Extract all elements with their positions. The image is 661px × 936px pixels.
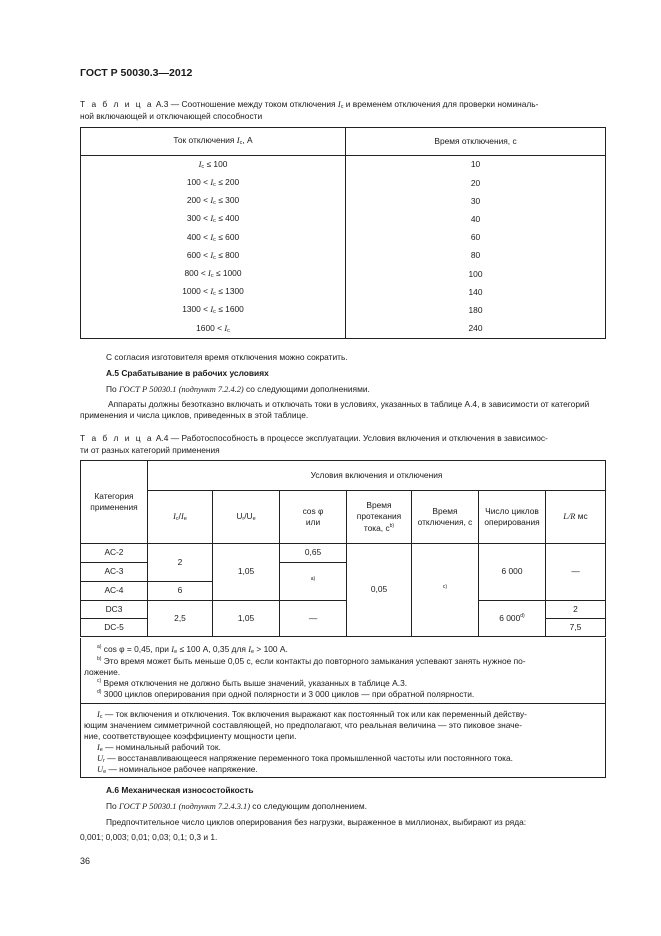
break-time: 180 <box>346 302 606 320</box>
lr-ac: — <box>546 544 606 601</box>
cos-ac2: 0,65 <box>280 544 347 563</box>
table-a4 <box>80 460 606 637</box>
ic-ac4: 6 <box>148 582 213 601</box>
page-number: 36 <box>80 856 91 866</box>
header-time: Время отключения, с <box>346 128 606 156</box>
symbol-i: I <box>337 100 341 109</box>
cos-dc: — <box>280 601 347 637</box>
duration-value: 0,05 <box>347 544 412 637</box>
header-current: Ток отключения Ic, А <box>81 128 346 156</box>
def-ic: Ic — ток включения и отключения. Ток включения выражают как постоянный ток или как переменный действу- <box>97 709 527 720</box>
cos-ac34-note: a) <box>280 563 347 601</box>
definitions-box <box>80 703 606 778</box>
current-range: 100 < Ic ≤ 200 <box>81 174 346 192</box>
table-a4-caption: Т а б л и ц а А.4 — Работоспособность в процессе эксплуатации. Условия включения и отключения в зависимос- <box>80 433 548 443</box>
table-row <box>81 229 606 247</box>
lr-dc5: 7,5 <box>546 619 606 637</box>
def-ic-3: ние, соответствующее коэффициенту мощности цепи. <box>84 731 297 741</box>
section-a6-ref: По ГОСТ Р 50030.1 (подпункт 7.2.4.3.1) со следующим дополнением. <box>106 801 367 811</box>
def-ue: Ue — номинальное рабочее напряжение. <box>97 764 258 775</box>
current-range: 600 < Ic ≤ 800 <box>81 247 346 265</box>
footnote-a: $^{a)}$ cos φ = 0,45, при Ie ≤ 100 А, 0,35 для Ie > 100 А. <box>97 644 288 655</box>
caption-text-2: и временем отключения для проверки номиналь- <box>343 99 539 109</box>
table-row <box>81 211 606 229</box>
break-time: 20 <box>346 174 606 192</box>
ur-dc: 1,05 <box>213 601 280 637</box>
header-ur-ue: Ur/Ue <box>213 491 280 544</box>
footnote-b: $^{b)}$ Это время может быть меньше 0,05 с, если контакты до повторного замыкания успевают занять нужное по- <box>97 656 526 666</box>
footnote-d: $^{d)}$ 3000 циклов оперирования при одной полярности и 3 000 циклов — при обратной полярности. <box>97 689 475 699</box>
section-a6-line1: Предпочтительное число циклов оперирования без нагрузки, выраженное в миллионах, выбирают из ряда: <box>106 817 527 827</box>
break-time: 240 <box>346 320 606 339</box>
ur-ac: 1,05 <box>213 544 280 601</box>
current-range: 200 < Ic ≤ 300 <box>81 192 346 210</box>
break-time: 100 <box>346 265 606 283</box>
table-row <box>81 283 606 301</box>
current-range: Ic ≤ 100 <box>81 156 346 175</box>
def-ie: Ie — номинальный рабочий ток. <box>97 742 221 753</box>
page-header: ГОСТ Р 50030.3—2012 <box>80 67 193 79</box>
current-range: 1000 < Ic ≤ 1300 <box>81 283 346 301</box>
cat-ac2: АС-2 <box>81 544 148 563</box>
table-row <box>81 247 606 265</box>
current-range: 400 < Ic ≤ 600 <box>81 229 346 247</box>
header-conditions: Условия включения и отключения <box>148 461 606 491</box>
header-ic-ie: Ic/Ie <box>148 491 213 544</box>
def-ur: Ur — восстанавливающееся напряжение переменного тока промышленной частоты или постоянного тока. <box>97 753 513 764</box>
table-row <box>81 156 606 175</box>
symbol-sub: c <box>340 104 344 110</box>
table-a3-header <box>81 128 606 156</box>
break-time: 80 <box>346 247 606 265</box>
break-time: 30 <box>346 192 606 210</box>
table-a3 <box>80 127 606 339</box>
header-break-time: Время отключения, с <box>412 491 479 544</box>
table-a3-caption-line2: ной включающей и отключающей способности <box>80 111 263 121</box>
cycles-ac: 6 000 <box>479 544 546 601</box>
section-a6-title: А.6 Механическая износостойкость <box>106 785 254 795</box>
caption-prefix: Т а б л и ц а <box>80 99 154 109</box>
table-row <box>81 192 606 210</box>
break-time-note: c) <box>412 544 479 637</box>
header-lr: L/R мс <box>546 491 606 544</box>
cat-dc3: DC3 <box>81 601 148 619</box>
break-time: 140 <box>346 283 606 301</box>
table-a4-caption-line2: ти от разных категорий применения <box>80 445 220 455</box>
footnote-c: $^{c)}$ Время отключения не должно быть выше значений, указанных в таблице А.3. <box>97 678 408 688</box>
cat-dc5: DC-5 <box>81 619 148 637</box>
ic-dc: 2,5 <box>148 601 213 637</box>
cat-ac4: АС-4 <box>81 582 148 601</box>
table-row <box>81 320 606 339</box>
current-range: 1600 < Ic <box>81 320 346 339</box>
header-cycles: Число циклов оперирования <box>479 491 546 544</box>
break-time: 40 <box>346 211 606 229</box>
header-category: Категория применения <box>81 461 148 544</box>
note-paragraph: С согласия изготовителя время отключения можно сократить. <box>106 352 348 362</box>
current-range: 800 < Ic ≤ 1000 <box>81 265 346 283</box>
ic-ac23: 2 <box>148 544 213 582</box>
caption-text: А.3 — Соотношение между током отключения <box>153 99 338 109</box>
cycles-dc: 6 000$^{d)}$ <box>479 601 546 637</box>
lr-dc3: 2 <box>546 601 606 619</box>
break-time: 60 <box>346 229 606 247</box>
header-duration: Время протекания тока, $с^{b)}$ <box>347 491 412 544</box>
section-a5-title: А.5 Срабатывание в рабочих условиях <box>106 368 269 378</box>
table-row <box>81 174 606 192</box>
break-time: 10 <box>346 156 606 175</box>
table-row <box>81 265 606 283</box>
def-ic-2: ющим значением симметричной составляющей, но предполагают, что реальная величина — это пиковое значе- <box>84 720 522 730</box>
header-cos: cos φ или <box>280 491 347 544</box>
cat-ac3: АС-3 <box>81 563 148 582</box>
footnotes-box <box>80 638 606 704</box>
section-a5-ref: По ГОСТ Р 50030.1 (подпункт 7.2.4.2) со следующими дополнениями. <box>106 384 370 394</box>
footnote-b-cont: ложение. <box>84 667 121 677</box>
current-range: 300 < Ic ≤ 400 <box>81 211 346 229</box>
section-a6-line2: 0,001; 0,003; 0,01; 0,03; 0,1; 0,3 и 1. <box>80 832 218 842</box>
section-a5-body: Аппараты должны безотказно включать и отключать токи в условиях, указанных в таблице А.4, в зависимости от категорий применения и числа циклов, приведенных в этой таблице. <box>80 399 590 421</box>
table-row <box>81 302 606 320</box>
current-range: 1300 < Ic ≤ 1600 <box>81 302 346 320</box>
table-a3-caption <box>80 99 604 111</box>
